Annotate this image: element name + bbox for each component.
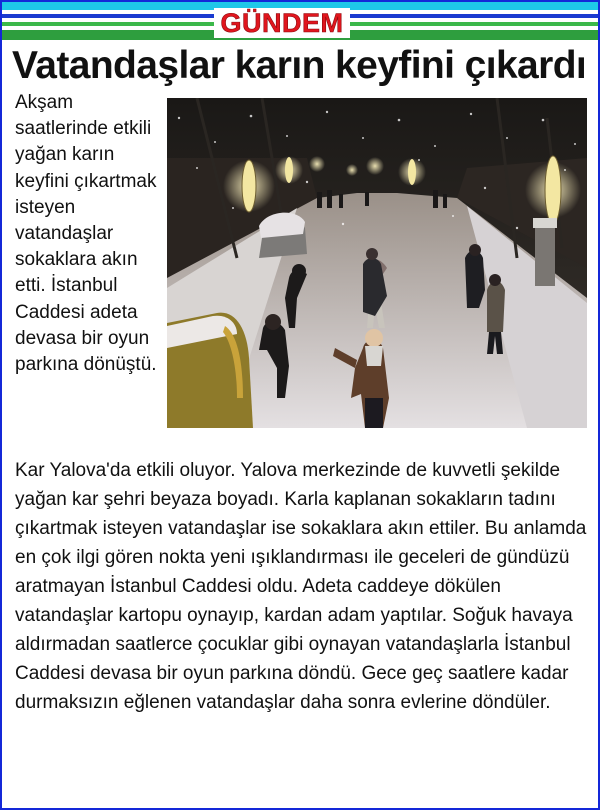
section-banner [2,2,598,44]
lead-paragraph: Akşam saatlerinde etkili yağan karın keyfini çıkartmak isteyen vatandaşlar sokaklara akın etti. İstanbul Caddesi adeta devasa bir oyun parkına dönüştü. [15,92,157,376]
section-label: GÜNDEM [214,8,350,38]
body-paragraph: Kar Yalova'da etkili oluyor. Yalova merkezinde de kuvvetli şekilde yağan kar şehri beyaza boyadı. Karla kaplanan sokakların tadını çıkartmak isteyen vatandaşlar ise sokaklara akın ettiler. Bu anlamda en çok ilgi gören nokta yeni ışıklandırması ile geceleri de gündüzü aratmayan İstanbul Caddesi oldu. Adeta caddeye dökülen vatandaşlar kartopu oynayıp, kardan adam yaptılar. Soğuk havaya aldırmadan saatlerce çocuklar gibi oynayan vatandaşlarla İstanbul Caddesi devasa bir oyun parkına döndü. Gece geç saatlere kadar durmaksızın eğlenen vatandaşlar daha sonra evlerine döndüler. [15,460,587,713]
headline: Vatandaşlar karın keyfini çıkardı [12,44,587,87]
snow-street-photo [167,98,587,428]
